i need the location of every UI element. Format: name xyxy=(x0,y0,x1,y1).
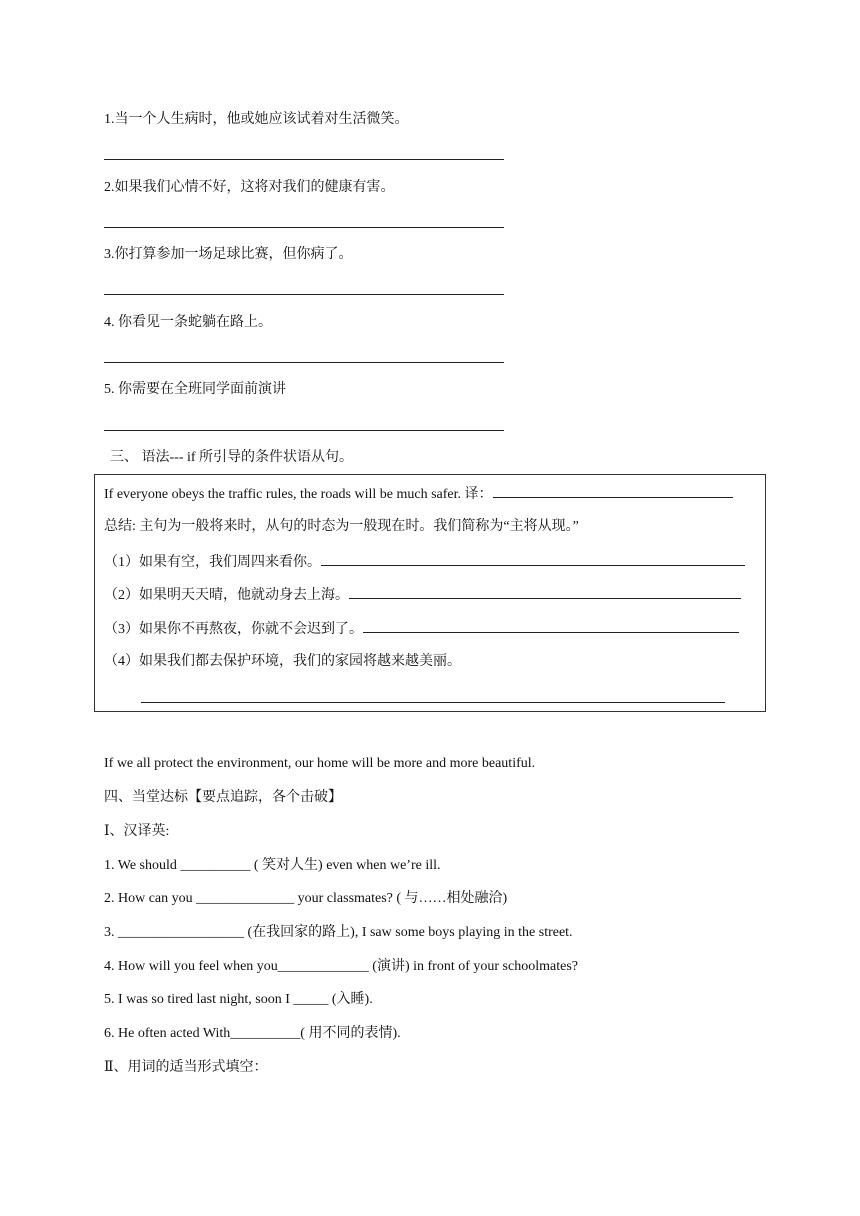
grammar-item-4-blank[interactable] xyxy=(141,702,725,703)
exercise-5: 5. I was so tired last night, soon I _____ (入睡). xyxy=(104,992,373,1007)
grammar-item-4: （4）如果我们都去保护环境，我们的家园将越来越美丽。 xyxy=(104,654,461,669)
answer-line-1[interactable] xyxy=(104,159,504,160)
translate-item-2: 2.如果我们心情不好，这将对我们的健康有害。 xyxy=(104,180,395,195)
grammar-item-2-text: （2）如果明天天晴，他就动身去上海。 xyxy=(104,588,349,603)
answer-line-5[interactable] xyxy=(104,430,504,431)
grammar-box xyxy=(94,474,766,712)
part2-heading: Ⅱ、用词的适当形式填空： xyxy=(104,1060,268,1075)
translate-item-4: 4. 你看见一条蛇躺在路上。 xyxy=(104,315,272,330)
grammar-item-2-blank[interactable] xyxy=(349,585,741,599)
answer-line-3[interactable] xyxy=(104,294,504,295)
exercise-1: 1. We should __________ ( 笑对人生) even when we’re ill. xyxy=(104,858,441,873)
section4-heading: 四、当堂达标【要点追踪，各个击破】 xyxy=(104,790,342,805)
translate-item-3: 3.你打算参加一场足球比赛，但你病了。 xyxy=(104,247,353,262)
grammar-summary: 总结: 主句为一般将来时，从句的时态为一般现在时。我们简称为“主将从现。” xyxy=(104,519,579,534)
grammar-example xyxy=(104,484,733,504)
answer-line-4[interactable] xyxy=(104,362,504,363)
grammar-answer: If we all protect the environment, our home will be more and more beautiful. xyxy=(104,756,536,771)
grammar-item-1 xyxy=(104,552,745,572)
grammar-heading: 三、 语法--- if 所引导的条件状语从句。 xyxy=(110,450,354,465)
grammar-item-1-text: （1）如果有空，我们周四来看你。 xyxy=(104,555,321,570)
example-answer-blank[interactable] xyxy=(493,484,733,498)
translate-item-5: 5. 你需要在全班同学面前演讲 xyxy=(104,382,286,397)
translate-item-1: 1.当一个人生病时，他或她应该试着对生活微笑。 xyxy=(104,112,409,127)
grammar-item-1-blank[interactable] xyxy=(321,552,745,566)
grammar-item-2 xyxy=(104,585,741,605)
answer-line-2[interactable] xyxy=(104,227,504,228)
exercise-3: 3. __________________ (在我回家的路上), I saw some boys playing in the street. xyxy=(104,925,573,940)
grammar-item-3-text: （3）如果你不再熬夜，你就不会迟到了。 xyxy=(104,622,363,637)
exercise-6: 6. He often acted With__________( 用不同的表情). xyxy=(104,1026,401,1041)
part1-heading: Ⅰ、汉译英: xyxy=(104,824,170,839)
grammar-example-text: If everyone obeys the traffic rules, the roads will be much safer. 译： xyxy=(104,487,493,502)
grammar-item-3 xyxy=(104,619,739,639)
grammar-item-3-blank[interactable] xyxy=(363,619,739,633)
exercise-2: 2. How can you ______________ your classmates? ( 与……相处融洽) xyxy=(104,891,508,906)
exercise-4: 4. How will you feel when you_____________ (演讲) in front of your schoolmates? xyxy=(104,959,578,974)
